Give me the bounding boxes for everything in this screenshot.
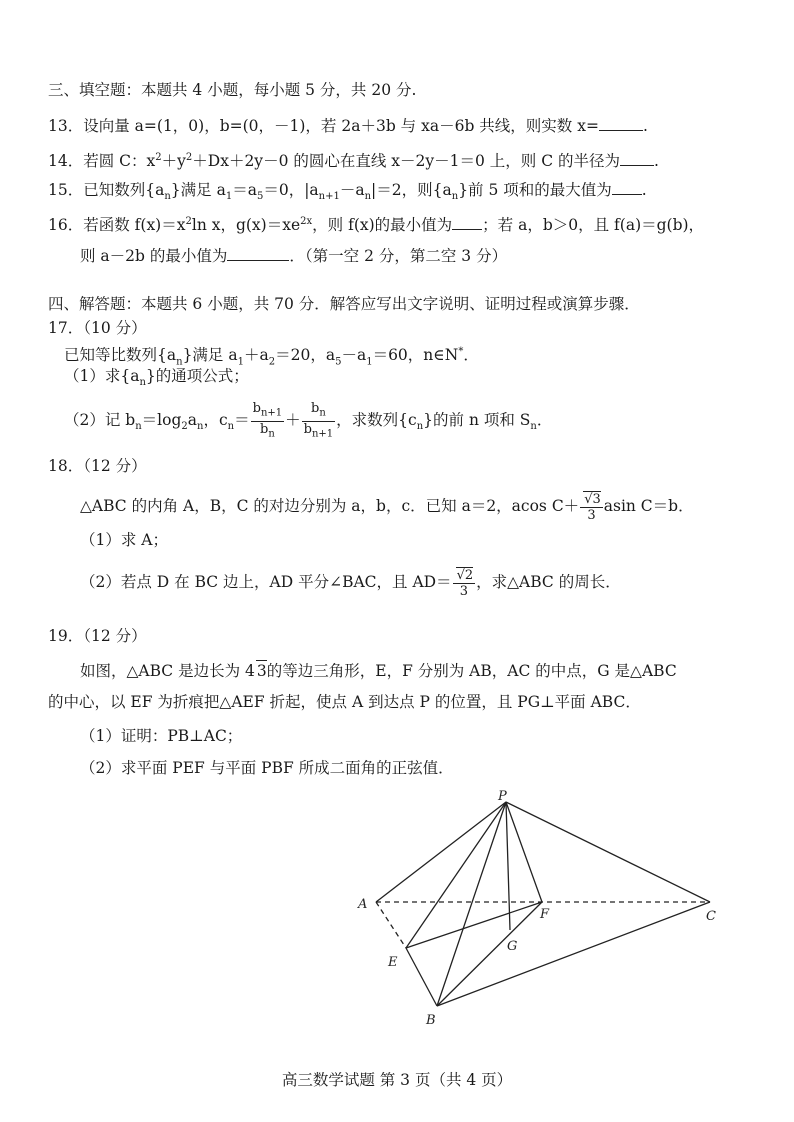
q13-text: 设向量 a=(1，0)，b=(0，－1)，若 2a＋3b 与 xa－6b 共线，则实数 x= [83,117,599,135]
q15-answer-blank[interactable] [612,180,642,195]
section4-heading: 四、解答题：本题共 6 小题，共 70 分．解答应写出文字说明、证明过程或演算步骤． [48,295,640,313]
edge-PB [437,802,506,1006]
question-15: 15．已知数列$\{a_n\}$满足 $a_1=a_5=0$，$|a_{n+1}-a_n|=2$，则$\{a_n\}$前 5 项和的最大值为 . [48,181,647,203]
edge-BF [437,902,542,1006]
q19-part1: （1）证明：PB⊥AC； [80,727,243,745]
fraction-bn-over-b-n1: $\frac{b_n}{b_{n+1}}$ [303,400,334,440]
q17-number: 17．（10 分） [48,319,147,337]
q16-answer-blank-1[interactable] [452,215,482,230]
fraction-sqrt3-over-3: $\frac{√3}{3}$ [580,491,603,523]
q19-stem-line1: 如图，△ABC 是边长为 4 3的等边三角形，E，F 分别为 AB，AC 的中点，G 是△ABC [80,662,677,680]
q18-number: 18．（12 分） [48,457,147,475]
question-16: 16．若函数 $f(x)=x^2\ln$ x，$g(x)=xe^{2x}$，则 f(x)的最小值为 ；若 a，b＞0，且 f(a)＝g(b)， [48,216,705,235]
label-G: G [507,939,518,954]
question-16-line2: 则 a－2b 的最小值为 ．（第一空 2 分，第二空 3 分） [80,247,508,265]
q18-part1: （1）求 A； [80,531,168,549]
edge-PA [376,802,506,902]
edge-PG [506,802,510,930]
q19-number: 19．（12 分） [48,627,147,645]
question-13: 13．设向量 a=(1，0)，b=(0，－1)，若 2a＋3b 与 xa－6b 共线，则实数 x= . [48,117,648,135]
label-E: E [388,955,398,970]
edge-EB [406,948,437,1006]
edge-BC [437,902,710,1006]
q14-answer-blank[interactable] [620,151,654,166]
q17-part2: （2）记 $b_n=\log_2a_n$，$c_n=$ $\frac{b_{n+1}}{b_n}$ ＋ $\frac{b_n}{b_{n+1}}$ ，求数列$\{c_n\}$的前 n 项和 $S_n$． [64,400,553,440]
edge-EF [406,902,542,948]
label-A: A [358,897,368,912]
fraction-b-n1-over-bn: $\frac{b_{n+1}}{b_n}$ [252,400,283,440]
q18-stem: △ABC 的内角 A，B，C 的对边分别为 a，b，c．已知 a＝2，acos C＋ $\frac{√3}{3}$ asin C＝b． [80,492,694,523]
page-footer: 高三数学试题 第 3 页（共 4 页） [281,1071,513,1089]
q13-answer-blank[interactable] [599,116,643,131]
label-C: C [706,909,716,924]
q19-stem-line2: 的中心，以 EF 为折痕把△AEF 折起，使点 A 到达点 P 的位置，且 PG⊥平面 ABC． [48,693,641,711]
q16-answer-blank-2[interactable] [227,246,289,261]
section3-heading: 三、填空题：本题共 4 小题，每小题 5 分，共 20 分. [48,81,417,99]
q17-stem: 已知等比数列$\{a_n\}$满足 $a_1+a_2=20$，$a_5-a_1=60$，n∈N*． [64,346,479,368]
q17-part1: （1）求$\{a_n\}$的通项公式； [64,367,249,389]
label-P: P [498,790,507,804]
edge-AE-dashed [376,902,406,948]
label-B: B [426,1013,436,1028]
q19-part2: （2）求平面 PEF 与平面 PBF 所成二面角的正弦值． [80,759,454,777]
q18-part2: （2）若点 D 在 BC 边上，AD 平分∠BAC，且 AD＝ $\frac{√2}{3}$ ，求△ABC 的周长． [80,568,621,599]
q13-number: 13． [48,117,84,135]
fraction-sqrt2-over-3: $\frac{√2}{3}$ [453,567,476,599]
geometry-figure [340,790,740,1030]
question-14: 14．若圆 C：$x^2+y^2+Dx+2y-0$ 的圆心在直线 x－2y－1＝0 上，则 C 的半径为 . [48,152,659,171]
label-F: F [540,907,550,922]
edge-PE [406,802,506,948]
